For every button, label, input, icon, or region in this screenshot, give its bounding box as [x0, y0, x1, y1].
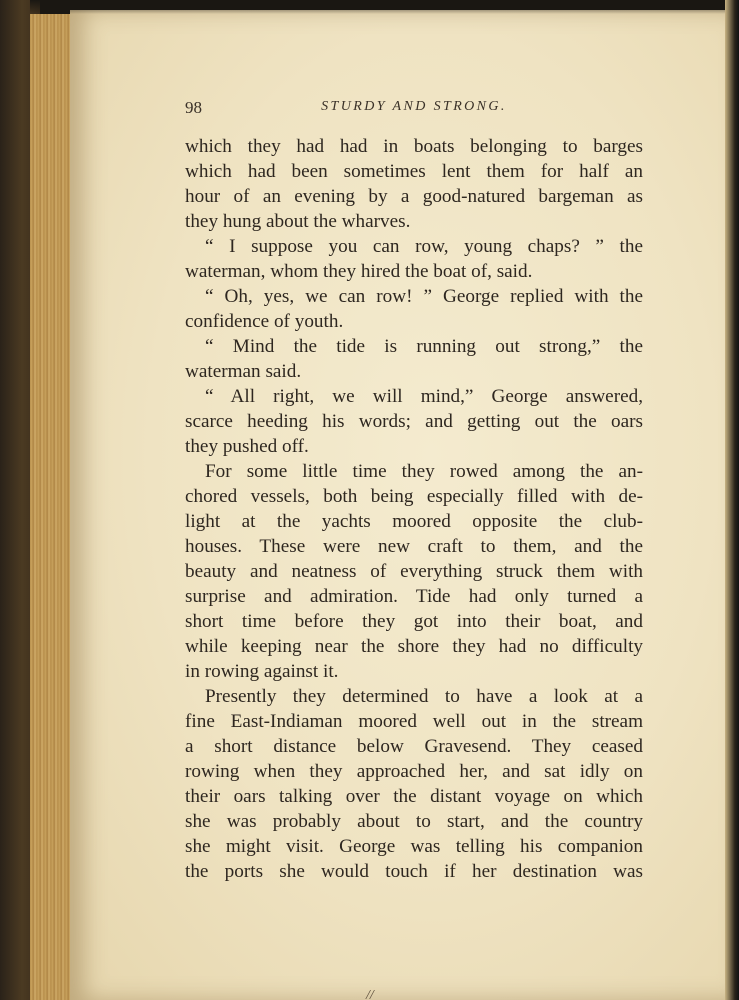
text-line: waterman said.: [185, 361, 302, 382]
text-line: scarce heeding his words; and getting out the oars: [185, 411, 643, 432]
text-line: “ Mind the tide is running out strong,” the: [205, 336, 643, 357]
text-line: For some little time they rowed among the an-: [205, 461, 643, 482]
page-header: [185, 98, 643, 120]
text-line: they hung about the wharves.: [185, 211, 411, 232]
text-line: confidence of youth.: [185, 311, 344, 332]
text-line: a short distance below Gravesend. They ceased: [185, 736, 643, 757]
text-line: she might visit. George was telling his companion: [185, 836, 643, 857]
text-line: which they had had in boats belonging to barges: [185, 136, 643, 157]
text-line: rowing when they approached her, and sat idly on: [185, 761, 643, 782]
bottom-mark: //: [366, 988, 374, 1000]
top-shadow: [30, 0, 739, 14]
text-line: houses. These were new craft to them, and the: [185, 536, 643, 557]
text-line: Presently they determined to have a look at a: [205, 686, 643, 707]
text-line: waterman, whom they hired the boat of, said.: [185, 261, 533, 282]
text-line: fine East-Indiaman moored well out in the stream: [185, 711, 643, 732]
text-line: “ I suppose you can row, young chaps? ” the: [205, 236, 643, 257]
text-line: surprise and admiration. Tide had only turned a: [185, 586, 643, 607]
text-line: light at the yachts moored opposite the club-: [185, 511, 643, 532]
text-line: their oars talking over the distant voyage on which: [185, 786, 643, 807]
text-line: short time before they got into their boat, and: [185, 611, 643, 632]
running-head: STURDY AND STRONG.: [321, 99, 507, 114]
text-line: which had been sometimes lent them for half an: [185, 161, 643, 182]
body-text: [185, 134, 643, 884]
right-page-edge: [725, 0, 739, 1000]
page-number: 98: [185, 98, 202, 117]
text-line: “ All right, we will mind,” George answered,: [205, 386, 643, 407]
text-line: in rowing against it.: [185, 661, 339, 682]
text-line: chored vessels, both being especially filled with de-: [185, 486, 643, 507]
text-line: they pushed off.: [185, 436, 309, 457]
text-line: the ports she would touch if her destination was: [185, 861, 643, 882]
text-line: while keeping near the shore they had no difficulty: [185, 636, 643, 657]
text-line: “ Oh, yes, we can row! ” George replied with the: [205, 286, 643, 307]
text-line: she was probably about to start, and the country: [185, 811, 643, 832]
text-line: beauty and neatness of everything struck them with: [185, 561, 643, 582]
text-line: hour of an evening by a good-natured bargeman as: [185, 186, 643, 207]
